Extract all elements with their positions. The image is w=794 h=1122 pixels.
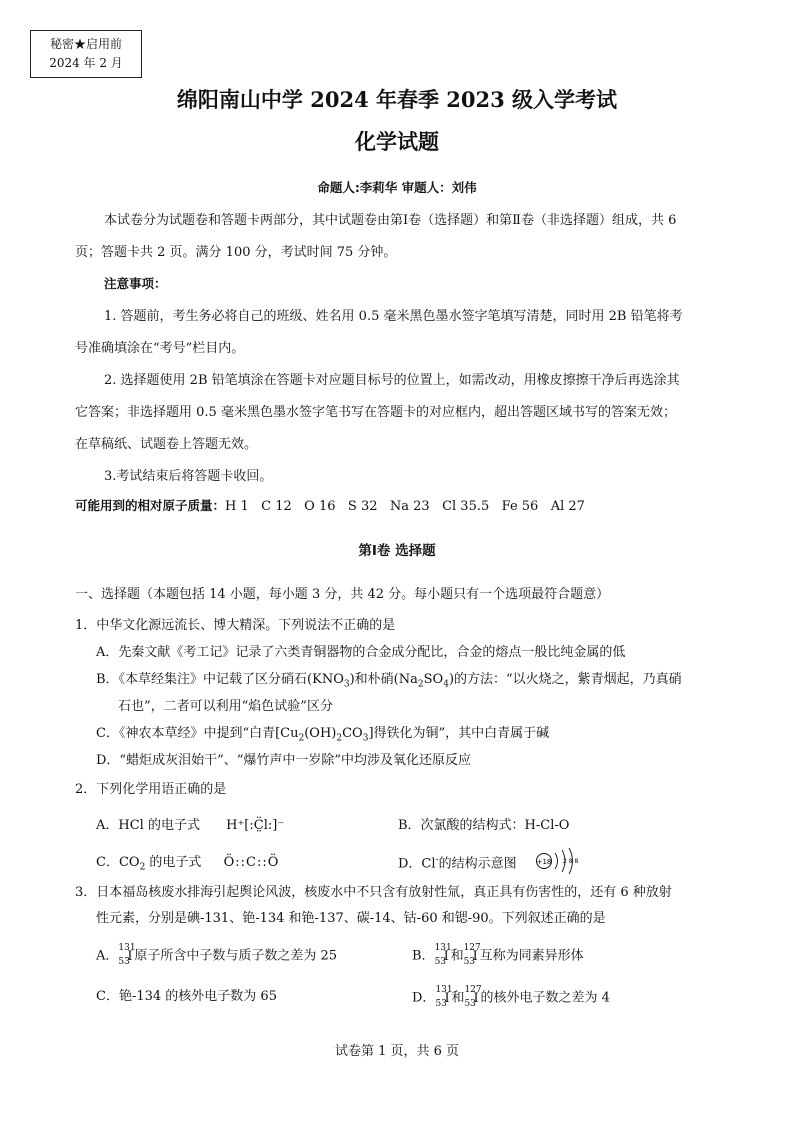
intro-line-1: 本试卷分为试题卷和答题卡两部分，其中试题卷由第Ⅰ卷（选择题）和第Ⅱ卷（非选择题）组成，共 6 <box>104 213 677 228</box>
isotope-i-127 <box>464 985 482 1009</box>
co2-electron-formula: Ö::C::Ö <box>223 855 280 870</box>
note-1-line-1: 1. 答题前，考生务必将自己的班级、姓名用 0.5 毫米黑色墨水签字笔填写清楚，同时用 2B 铅笔将考 <box>104 309 683 324</box>
q3-stem-line-1: 3．日本福岛核废水排海引起舆论风波，核废水中不只含有放射性氚，真正具有伤害性的，还有 6 种放射 <box>75 885 672 900</box>
confidential-stamp <box>30 30 142 78</box>
q2-d-text-1: D．Cl <box>398 856 436 872</box>
shell-electron-counts: 2 8 8 <box>563 858 579 865</box>
element-symbol: I <box>127 949 133 964</box>
mass-number: 131 <box>118 943 136 953</box>
sub: 2 <box>298 733 305 744</box>
element-symbol: I <box>444 991 450 1006</box>
q1-b-text-4: )的方法：“以火烧之，紫青烟起，乃真硝 <box>448 672 682 687</box>
q3-b-prefix: B． <box>412 948 435 964</box>
isotope-i-131 <box>118 943 136 967</box>
part-heading: 一、选择题（本题包括 14 小题，每小题 3 分，共 42 分。每小题只有一个选项最符合题意） <box>75 587 610 602</box>
q1-option-b <box>96 671 682 691</box>
q1-option-a: A．先秦文献《考工记》记录了六类青铜器物的合金成分配比，合金的熔点一般比纯金属的低 <box>96 645 626 660</box>
sub: 3 <box>343 679 350 690</box>
atomic-masses-label: 可能用到的相对原子质量： <box>75 498 226 513</box>
mass-number: 131 <box>434 943 452 953</box>
q3-d-text: 的核外电子数之差为 4 <box>480 990 610 1006</box>
atomic-number: 53 <box>464 999 476 1009</box>
q2-c-text-1: C．CO <box>96 855 140 870</box>
q2-c-text-2: 的电子式 <box>145 855 202 870</box>
sub: 2 <box>139 862 146 873</box>
q3-b-text: 互称为同素异形体 <box>479 948 584 964</box>
mass-number: 127 <box>463 943 481 953</box>
atomic-number: 53 <box>463 957 476 967</box>
element-symbol: I <box>473 991 479 1006</box>
q3-b-and: 和 <box>450 948 464 964</box>
intro-line-2: 页；答题卡共 2 页。满分 100 分，考试时间 75 分钟。 <box>75 245 397 260</box>
element-symbol: I <box>443 949 449 964</box>
note-2-line-1: 2. 选择题使用 2B 铅笔填涂在答题卡对应题目标号的位置上，如需改动，用橡皮擦擦干净后再选涂其 <box>104 373 680 388</box>
q2-option-b: B．次氯酸的结构式：H-Cl-O <box>398 818 570 833</box>
q2-stem: 2．下列化学用语正确的是 <box>75 782 227 797</box>
q1-option-c <box>96 725 549 745</box>
q1-b-text-3: SO <box>423 672 444 687</box>
q3-d-prefix: D． <box>412 990 436 1006</box>
note-1-line-2: 号准确填涂在“考号”栏目内。 <box>75 341 245 356</box>
q2-option-a <box>96 817 284 835</box>
q2-option-c <box>96 854 279 874</box>
sub: 3 <box>362 733 369 744</box>
authors: 命题人:李莉华 审题人：刘伟 <box>317 180 477 195</box>
isotope-i-131 <box>434 943 452 967</box>
stamp-line-1: 秘密★启用前 <box>49 37 122 51</box>
note-2-line-2: 它答案；非选择题用 0.5 毫米黑色墨水签字笔书写在答题卡的对应框内，超出答题区域书写的答案无效； <box>75 405 676 420</box>
q3-d-and: 和 <box>451 990 465 1006</box>
sub: 2 <box>336 733 343 744</box>
atomic-masses-values: H 1 C 12 O 16 S 32 Na 23 Cl 35.5 Fe 56 Al 27 <box>225 499 585 514</box>
note-3: 3.考试结束后将答题卡收回。 <box>104 469 273 484</box>
atomic-number: 53 <box>434 957 447 967</box>
nucleus-charge: +18 <box>536 858 552 866</box>
chloride-ion-structure-diagram <box>535 846 585 876</box>
section-heading: 第Ⅰ卷 选择题 <box>358 543 436 559</box>
atomic-masses <box>75 498 585 516</box>
atomic-number: 53 <box>435 999 447 1009</box>
note-2-line-3: 在草稿纸、试题卷上答题无效。 <box>75 437 258 452</box>
sub: 2 <box>417 679 424 690</box>
notes-heading: 注意事项： <box>104 276 167 291</box>
hcl-electron-formula: H⁺[:C̤̈l:]⁻ <box>226 818 285 833</box>
isotope-i-127 <box>463 943 481 967</box>
atomic-number: 53 <box>118 957 130 967</box>
q3-stem-line-2: 性元素，分别是碘-131、铯-134 和铯-137、碳-14、钴-60 和锶-90。下列叙述正确的是 <box>96 911 606 926</box>
q3-option-b <box>412 943 584 967</box>
q3-a-text: 原子所含中子数与质子数之差为 25 <box>134 948 338 964</box>
q2-a-label: A．HCl 的电子式 <box>96 818 200 833</box>
q3-option-a <box>96 943 338 967</box>
q1-c-text-2: (OH) <box>304 726 337 741</box>
page-subtitle: 化学试题 <box>355 129 439 154</box>
isotope-i-131 <box>435 985 453 1009</box>
mass-number: 131 <box>435 985 453 995</box>
stamp-line-2: 2024 年 2 月 <box>49 56 123 70</box>
q1-b-text-2: )和朴硝(Na <box>349 672 418 687</box>
q1-stem: 1．中华文化源远流长、博大精深。下列说法不正确的是 <box>75 618 396 633</box>
q3-a-prefix: A． <box>96 948 119 964</box>
sub: 4 <box>443 679 449 690</box>
page-title: 绵阳南山中学 2024 年春季 2023 级入学考试 <box>176 87 618 112</box>
q2-option-d <box>398 854 517 873</box>
electron-shell-1 <box>555 853 558 869</box>
q2-d-text-2: 的结构示意图 <box>438 856 517 872</box>
sup: - <box>435 855 439 865</box>
q1-c-text-3: CO <box>342 726 363 741</box>
q1-c-text-1: C．《神农本草经》中提到“白青[Cu <box>96 726 299 741</box>
q1-b-text-1: B．《本草经集注》中记载了区分硝石(KNO <box>96 672 344 687</box>
q1-option-d: D．“蜡炬成灰泪始干”、“爆竹声中一岁除”中均涉及氧化还原反应 <box>96 753 472 768</box>
page-footer: 试卷第 1 页，共 6 页 <box>334 1044 460 1059</box>
q3-option-d <box>412 985 610 1009</box>
element-symbol: I <box>472 949 478 964</box>
mass-number: 127 <box>464 985 482 995</box>
q1-c-text-4: ]得铁化为铜”，其中白青属于碱 <box>368 726 550 741</box>
q1-option-b-line-2: 石也”，二者可以利用“焰色试验”区分 <box>118 699 333 714</box>
q3-option-c: C．铯-134 的核外电子数为 65 <box>96 989 277 1004</box>
